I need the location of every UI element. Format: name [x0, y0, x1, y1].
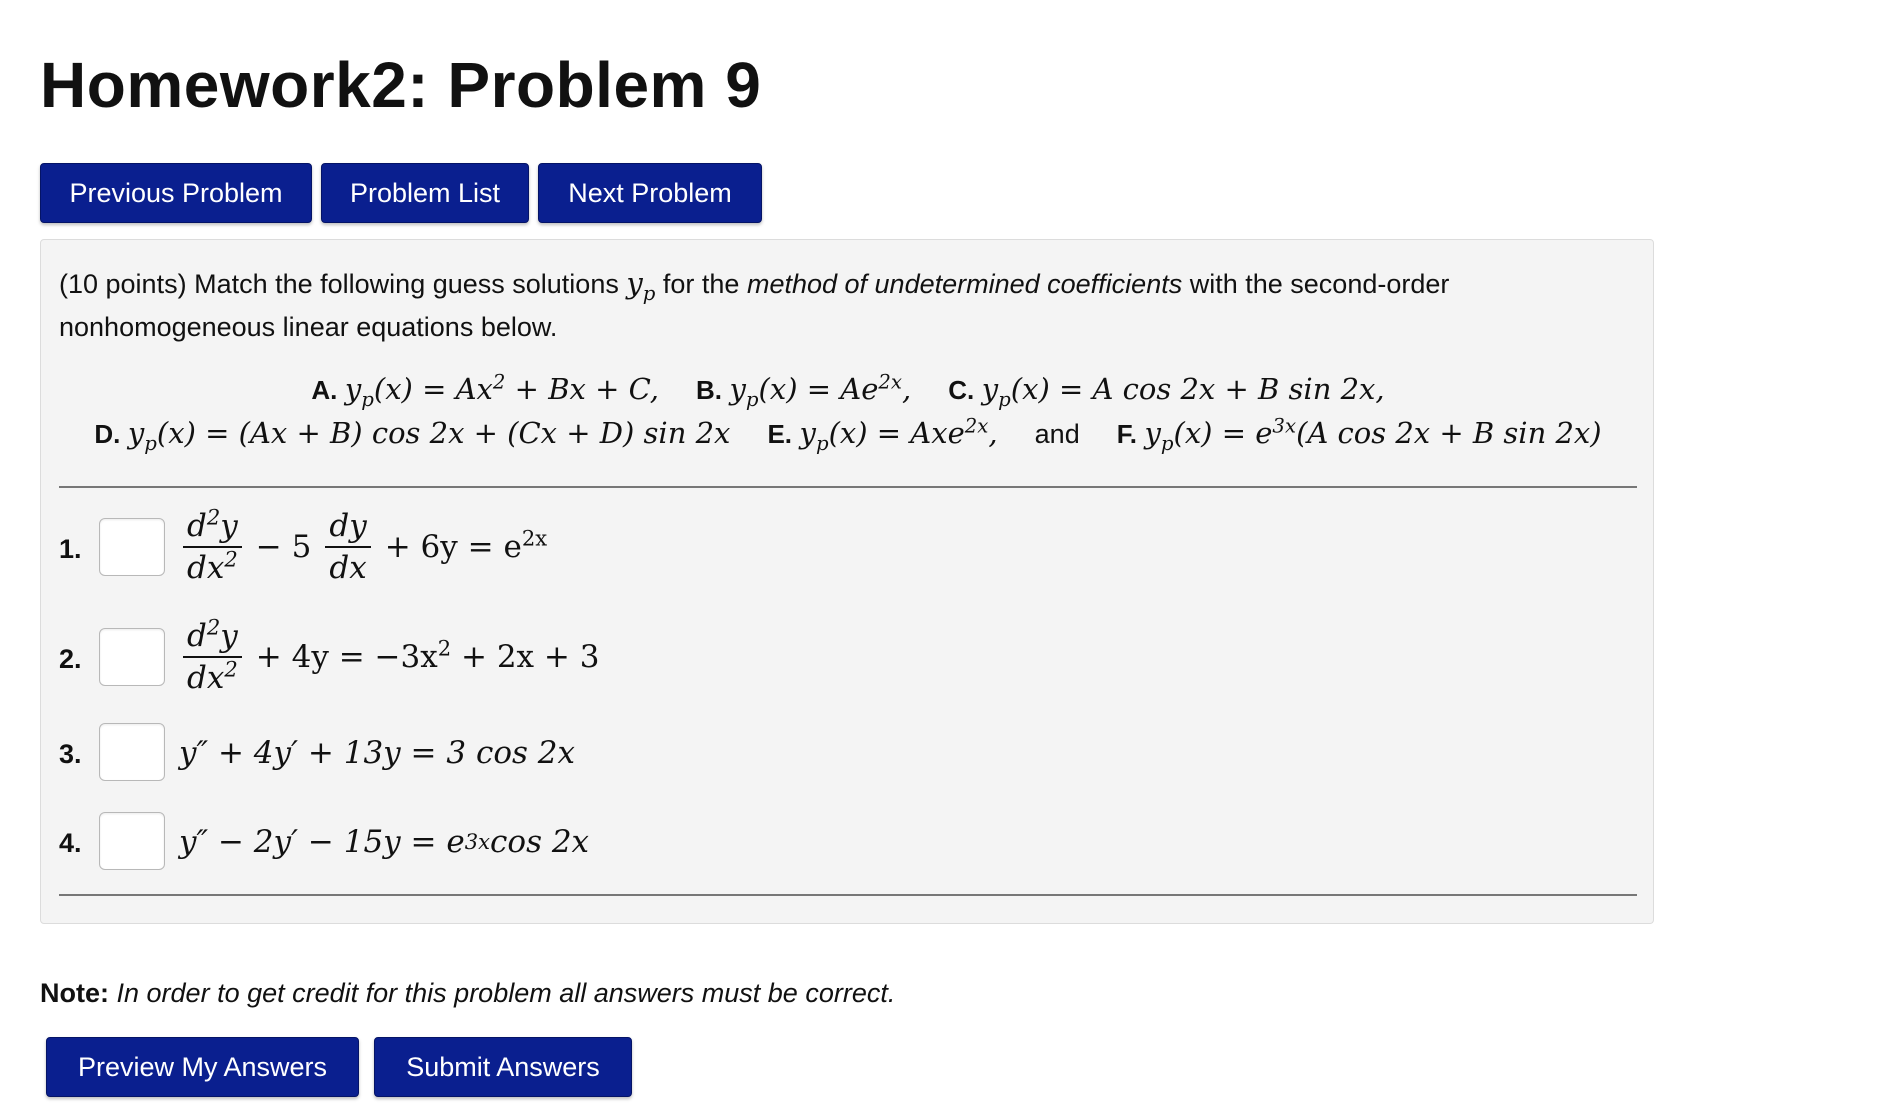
equation-number: 4. — [59, 828, 82, 858]
answer-input-3[interactable] — [99, 723, 165, 781]
equation-row-3 — [59, 723, 1559, 783]
option-f: F. $y_p(x) = e^{3x}(A$ cos 2x + B sin 2x) — [1116, 414, 1602, 455]
problem-list-button[interactable]: Problem List — [321, 163, 529, 223]
note-text: In order to get credit for this problem all answers must be correct. — [116, 978, 896, 1008]
answer-input-2[interactable] — [99, 628, 165, 686]
and-text: and — [1034, 419, 1080, 449]
equation-3: y″ + 4y′ + 13y = 3 cos 2x — [179, 735, 575, 771]
options-line-2 — [41, 414, 1655, 455]
equation-row-1 — [59, 504, 1559, 586]
intro-method: method of undetermined coefficients — [746, 269, 1183, 299]
intro-text-a: Match the following guess solutions — [194, 269, 619, 299]
equation-row-2 — [59, 614, 1559, 696]
preview-answers-button[interactable]: Preview My Answers — [46, 1037, 359, 1097]
answer-input-4[interactable] — [99, 812, 165, 870]
option-c: C. $y_p(x) = A$ cos 2x + B sin 2x, — [948, 372, 1385, 411]
intro-text-c: with the second-order nonhomogeneous linear equations below. — [59, 269, 1450, 342]
equation-number: 1. — [59, 534, 82, 564]
divider-bottom — [59, 894, 1637, 896]
points-label: (10 points) — [59, 269, 187, 299]
option-e: E. $y_p(x) = Axe^{2x}$, — [767, 414, 998, 455]
page-title: Homework2: Problem 9 — [40, 49, 762, 121]
equation-4: y″ − 2y′ − 15y = e 3x cos 2x — [179, 824, 590, 860]
intro-text-b: for the — [662, 269, 740, 299]
equation-number: 2. — [59, 644, 82, 674]
equation-2: $\frac{d^2y}{dx^2}$ + $4y = -3x^2 + 2x + 3$ — [179, 612, 609, 702]
previous-problem-button[interactable]: Previous Problem — [40, 163, 312, 223]
next-problem-button[interactable]: Next Problem — [538, 163, 762, 223]
divider-top — [59, 486, 1637, 488]
equation-row-4 — [59, 812, 1559, 872]
equation-1: $\frac{d^2y}{dx^2}$ − 5 $\frac{dy}{dx}$ + $6y = e^{2x}$ — [179, 502, 557, 592]
intro-variable: $y_p$ — [626, 266, 656, 305]
problem-statement — [59, 262, 1599, 349]
equation-number: 3. — [59, 739, 82, 769]
option-a: A. $y_p(x) = Ax^2 + Bx + C$, — [311, 370, 659, 411]
problem-panel — [40, 239, 1654, 924]
answer-input-1[interactable] — [99, 518, 165, 576]
note-label: Note: — [40, 978, 109, 1008]
submit-answers-button[interactable]: Submit Answers — [374, 1037, 632, 1097]
credit-note — [40, 978, 895, 1009]
option-d: D. $y_p(x) = (Ax + B)$ cos 2x + (Cx + D) sin 2x — [94, 416, 731, 455]
options-line-1 — [41, 370, 1655, 411]
option-b: B. $y_p(x) = Ae^{2x}$, — [696, 370, 912, 411]
